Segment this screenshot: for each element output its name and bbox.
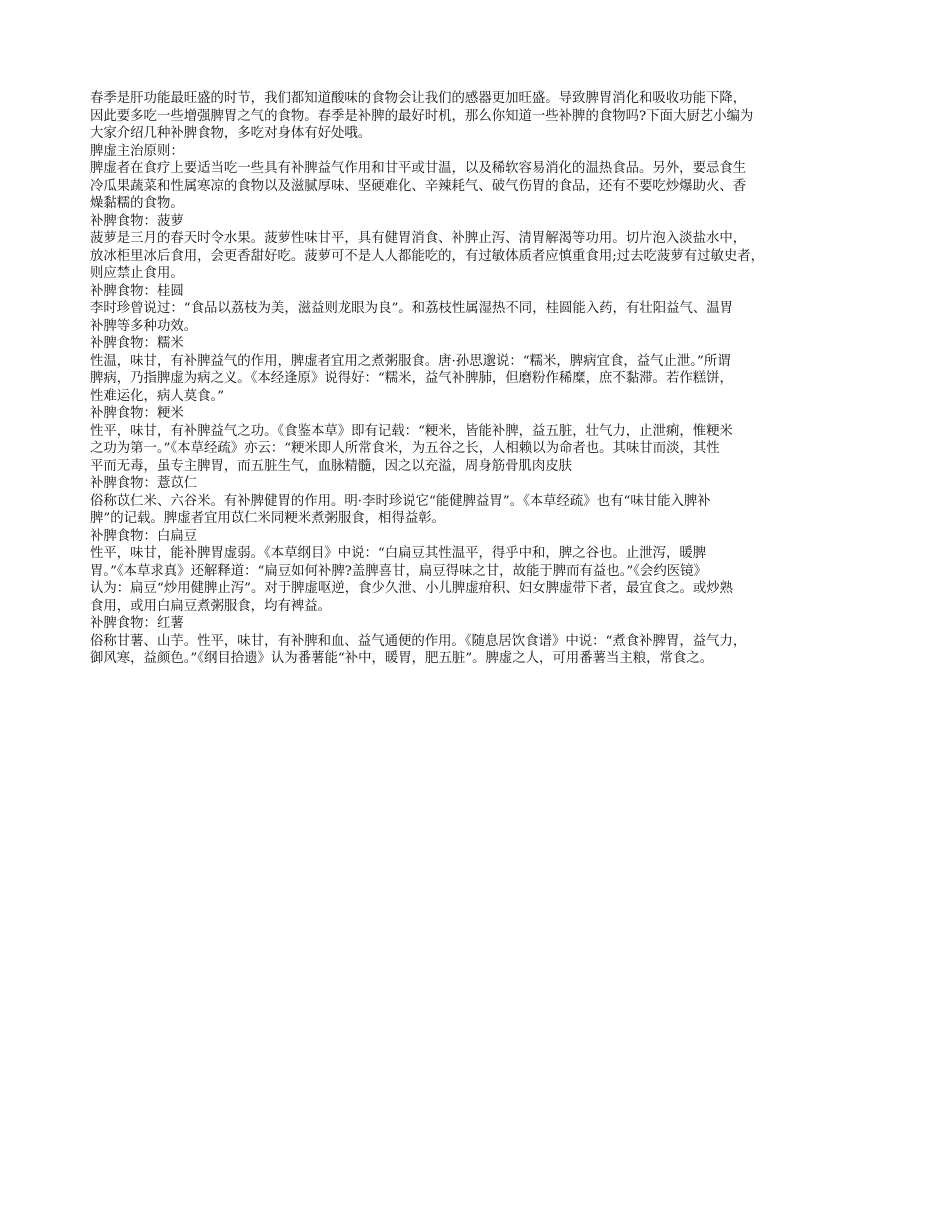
section-heading: 补脾食物：粳米 xyxy=(90,406,184,421)
text-line: 之功为第一。”《本草经疏》亦云：“粳米即人所常食米，为五谷之长，人相赖以为命者也。其味甘而淡，其性 xyxy=(90,441,720,456)
text-line: 燥黏糯的食物。 xyxy=(90,196,184,211)
document-body xyxy=(90,90,870,668)
section-heading: 补脾食物：白扁豆 xyxy=(90,528,198,544)
text-line: 性平，味甘，能补脾胃虚弱。《本草纲目》中说：“白扁豆其性温平，得乎中和，脾之谷也。止泄泻，暖脾 xyxy=(90,546,707,561)
section-heading: 补脾食物：桂圆 xyxy=(90,283,184,299)
text-line: 脾”的记载。脾虚者宜用苡仁米同粳米煮粥服食，相得益彰。 xyxy=(90,511,445,526)
text-line: 则应禁止食用。 xyxy=(90,266,184,281)
text-line: 平而无毒，虽专主脾胃，而五脏生气，血脉精髓，因之以充溢，周身筋骨肌肉皮肤 xyxy=(90,458,573,474)
text-line: 补脾等多种功效。 xyxy=(90,318,198,334)
text-line: 食用，或用白扁豆煮粥服食，均有裨益。 xyxy=(90,598,332,614)
text-line: 因此要多吃一些增强脾胃之气的食物。春季是补脾的最好时机，那么你知道一些补脾的食物吗?下面大厨艺小编为 xyxy=(90,108,754,124)
section-heading: 补脾食物：红薯 xyxy=(90,616,184,631)
text-line: 菠萝是三月的春天时令水果。菠萝性味甘平，具有健胃消食、补脾止泻、清胃解渴等功用。切片泡入淡盐水中， xyxy=(90,231,747,246)
text-line: 认为：扁豆“炒用健脾止泻”。对于脾虚呕逆，食少久泄、小儿脾虚疳积、妇女脾虚带下者，最宜食之。或炒熟 xyxy=(90,581,734,596)
text-line: 性温，味甘，有补脾益气的作用，脾虚者宜用之煮粥服食。唐·孙思邈说：“糯米，脾病宜食，益气止泄。”所谓 xyxy=(90,353,731,369)
text-line: 大家介绍几种补脾食物，多吃对身体有好处哦。 xyxy=(90,126,372,141)
text-line: 胃。”《本草求真》还解释道：“扁豆如何补脾?盖脾喜甘，扁豆得味之甘，故能于脾而有益也。”《会约医镜》 xyxy=(90,563,707,579)
text-line: 脾病，乃指脾虚为病之义。《本经逢原》说得好：“糯米，益气补脾肺，但磨粉作稀糜，庶不黏滞。若作糕饼， xyxy=(90,371,733,386)
text-line: 春季是肝功能最旺盛的时节，我们都知道酸味的食物会让我们的感器更加旺盛。导致脾胃消化和吸收功能下降， xyxy=(90,91,747,106)
text-line: 冷瓜果蔬菜和性属寒凉的食物以及滋腻厚味、坚硬难化、辛辣耗气、破气伤胃的食品，还有不要吃炒爆助火、香 xyxy=(90,178,747,194)
text-line: 性难运化，病人莫食。” xyxy=(90,388,225,404)
text-line: 李时珍曾说过：“食品以荔枝为美，滋益则龙眼为良”。和荔枝性属湿热不同，桂圆能入药，有壮阳益气、温胃 xyxy=(90,301,734,316)
section-heading: 补脾食物：糯米 xyxy=(90,336,184,351)
text-line: 脾虚者在食疗上要适当吃一些具有补脾益气作用和甘平或甘温，以及稀软容易消化的温热食品。另外，要忌食生 xyxy=(90,161,747,176)
section-heading: 补脾食物：菠萝 xyxy=(90,213,184,229)
section-heading: 补脾食物：薏苡仁 xyxy=(90,476,198,491)
text-line: 御风寒，益颜色。”《纲目拾遗》认为番薯能“补中，暖胃，肥五脏”。脾虚之人，可用番薯当主粮，常食之。 xyxy=(90,651,714,666)
text-line: 俗称甘薯、山芋。性平，味甘，有补脾和血、益气通便的作用。《随息居饮食谱》中说：“煮食补脾胃，益气力， xyxy=(90,633,747,649)
text-line: 放冰柜里冰后食用，会更香甜好吃。菠萝可不是人人都能吃的，有过敏体质者应慎重食用;过去吃菠萝有过敏史者， xyxy=(90,248,765,264)
text-line: 俗称苡仁米、六谷米。有补脾健胃的作用。明·李时珍说它“能健脾益胃”。《本草经疏》也有“味甘能入脾补 xyxy=(90,493,711,509)
text-line: 性平，味甘，有补脾益气之功。《食鉴本草》即有记载：“粳米，皆能补脾，益五脏，壮气力，止泄痢，惟粳米 xyxy=(90,423,733,439)
section-heading: 脾虚主治原则： xyxy=(90,143,184,159)
